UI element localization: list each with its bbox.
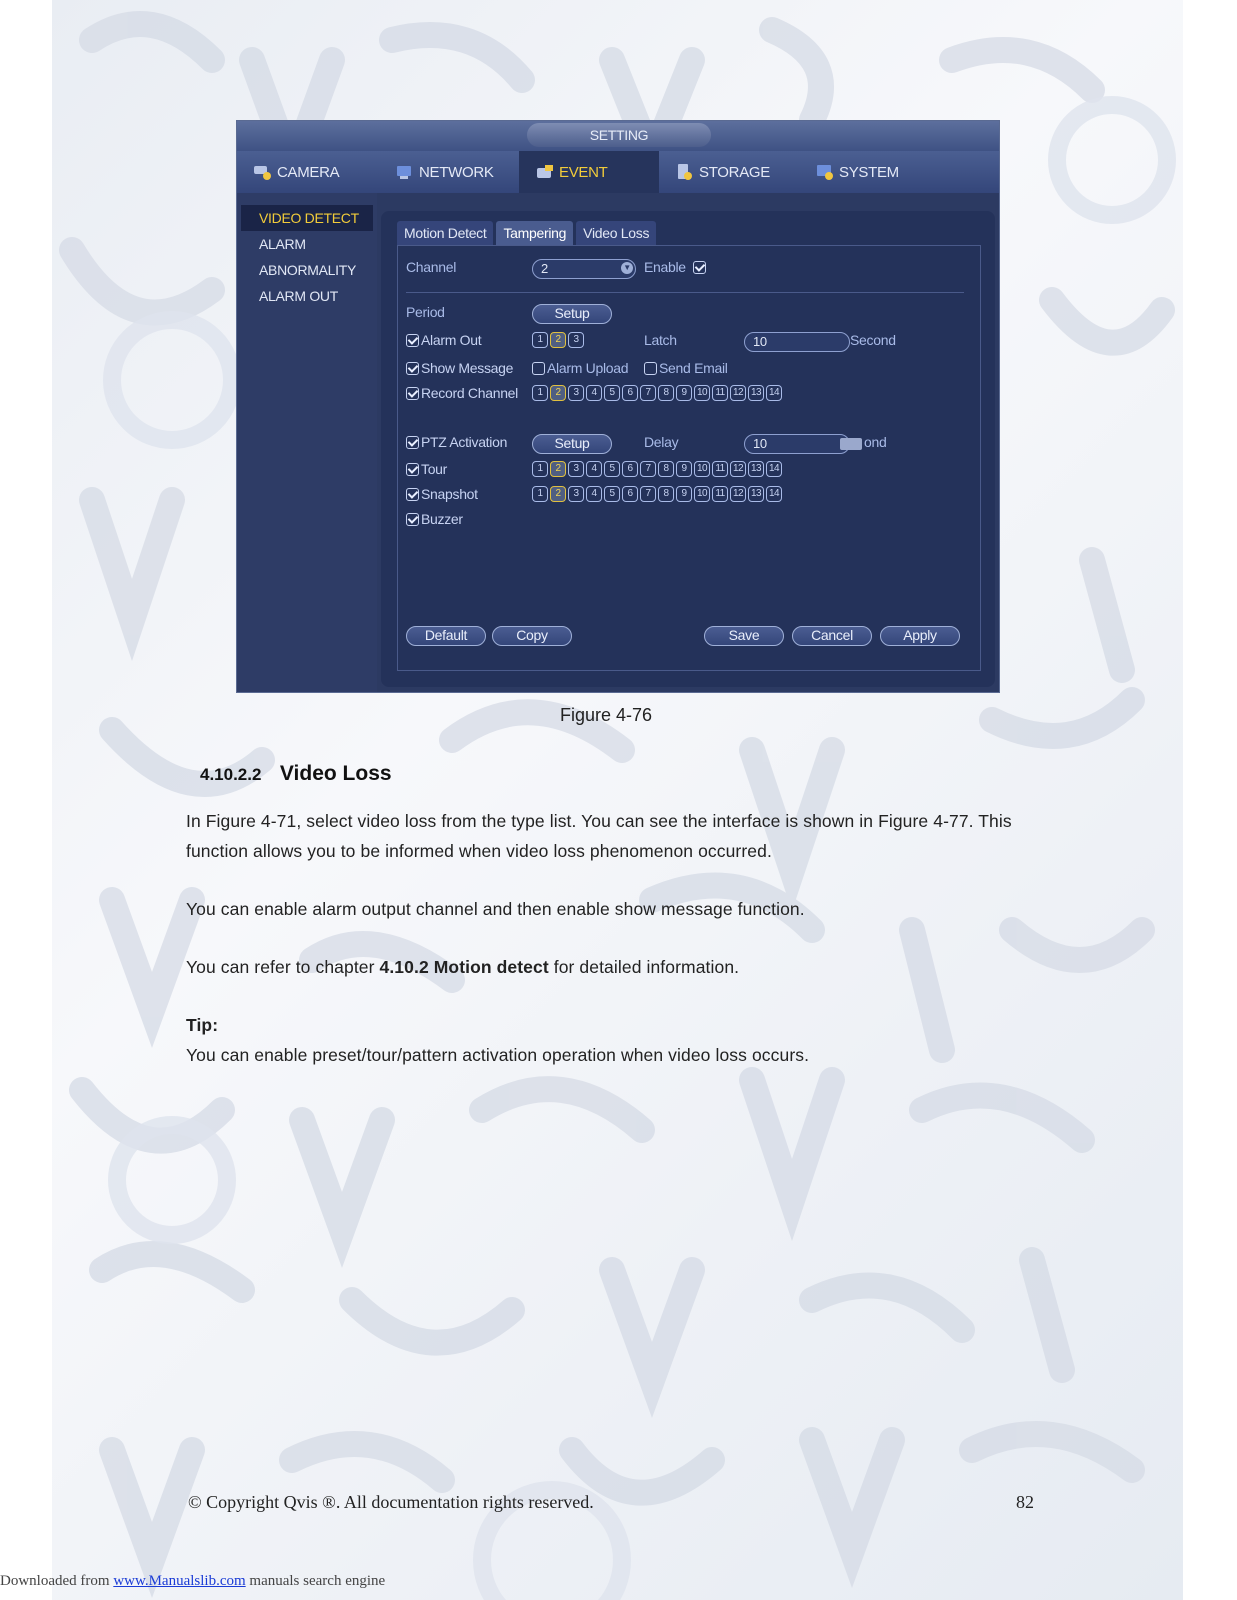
divider (406, 292, 964, 293)
channel-toggle-5[interactable]: 5 (604, 461, 620, 477)
default-button[interactable]: Default (406, 626, 486, 646)
enable-checkbox[interactable] (693, 261, 706, 274)
channel-toggle-14[interactable]: 14 (766, 385, 782, 401)
system-icon (815, 163, 835, 181)
latch-input[interactable]: 10 (744, 332, 850, 352)
channel-toggle-8[interactable]: 8 (658, 486, 674, 502)
tab-storage[interactable] (659, 151, 799, 193)
tab-system-label: SYSTEM (839, 163, 899, 181)
storage-icon (675, 163, 695, 181)
snapshot-checkbox[interactable] (406, 488, 419, 501)
tab-camera[interactable] (237, 151, 379, 193)
event-icon (535, 163, 555, 181)
channel-toggle-8[interactable]: 8 (658, 385, 674, 401)
channel-toggle-3[interactable]: 3 (568, 332, 584, 348)
ptz-activation-checkbox[interactable] (406, 436, 419, 449)
tab-system[interactable] (799, 151, 939, 193)
chevron-down-icon: ▼ (621, 262, 633, 274)
channel-toggle-9[interactable]: 9 (676, 385, 692, 401)
channel-toggle-13[interactable]: 13 (748, 461, 764, 477)
channel-toggle-9[interactable]: 9 (676, 461, 692, 477)
channel-toggle-4[interactable]: 4 (586, 486, 602, 502)
tip-block (186, 1010, 1046, 1070)
delay-label: Delay (644, 434, 679, 450)
channel-value: 2 (541, 261, 548, 276)
sidebar-item-alarm-out[interactable]: ALARM OUT (259, 288, 338, 304)
send-email-row (644, 360, 728, 376)
snapshot-label: Snapshot (421, 486, 478, 502)
subtab-tampering[interactable]: Tampering (496, 221, 573, 245)
buzzer-row (406, 511, 463, 527)
tab-network[interactable] (379, 151, 519, 193)
period-label: Period (406, 304, 445, 320)
tampering-form (397, 245, 981, 671)
dvr-setting-screenshot (236, 120, 1000, 693)
network-icon (395, 163, 415, 181)
tour-channels (532, 461, 784, 477)
refer-text-start: You can refer to chapter (186, 957, 380, 977)
sidebar-item-abnormality[interactable]: ABNORMALITY (259, 262, 357, 278)
ptz-activation-row (406, 434, 507, 450)
window-title: SETTING (527, 123, 711, 147)
channel-toggle-3[interactable]: 3 (568, 486, 584, 502)
tab-network-label: NETWORK (419, 163, 494, 181)
record-channels (532, 385, 784, 401)
channel-toggle-7[interactable]: 7 (640, 461, 656, 477)
camera-icon (253, 163, 273, 181)
tab-storage-label: STORAGE (699, 163, 770, 181)
channel-toggle-6[interactable]: 6 (622, 486, 638, 502)
channel-toggle-1[interactable]: 1 (532, 461, 548, 477)
tour-row (406, 461, 447, 477)
channel-toggle-8[interactable]: 8 (658, 461, 674, 477)
delay-input[interactable]: 10 (744, 434, 850, 454)
channel-toggle-6[interactable]: 6 (622, 461, 638, 477)
channel-toggle-1[interactable]: 1 (532, 332, 548, 348)
channel-toggle-11[interactable]: 11 (712, 461, 728, 477)
tab-camera-label: CAMERA (277, 163, 340, 181)
latch-label: Latch (644, 332, 677, 348)
channel-toggle-2[interactable]: 2 (550, 461, 566, 477)
event-sidebar (237, 193, 377, 692)
refer-text-end: for detailed information. (548, 957, 740, 977)
channel-toggle-4[interactable]: 4 (586, 385, 602, 401)
figure-caption: Figure 4-76 (560, 705, 653, 725)
alarm-upload-row (532, 360, 628, 376)
delay-unit: ond (864, 434, 887, 450)
channel-toggle-12[interactable]: 12 (730, 385, 746, 401)
tour-label: Tour (421, 461, 448, 477)
copyright-footer: © Copyright Qvis ®. All documentation rights reserved. (188, 1492, 594, 1512)
tour-checkbox[interactable] (406, 463, 419, 476)
channel-toggle-13[interactable]: 13 (748, 486, 764, 502)
snapshot-channels (532, 486, 784, 502)
record-channel-row (406, 385, 518, 401)
page-number: 82 (1016, 1492, 1034, 1512)
tip-text: You can enable preset/tour/pattern activation operation when video loss occurs. (186, 1045, 810, 1065)
manualslib-link[interactable]: www.Manualslib.com (113, 1573, 246, 1589)
channel-toggle-14[interactable]: 14 (766, 486, 782, 502)
subtab-video-loss[interactable]: Video Loss (576, 221, 656, 245)
alarm-out-label: Alarm Out (421, 332, 482, 348)
settings-panel (381, 211, 995, 687)
show-message-checkbox[interactable] (406, 362, 419, 375)
channel-toggle-10[interactable]: 10 (694, 486, 710, 502)
alarm-out-row (406, 332, 481, 348)
section-heading (200, 762, 392, 786)
period-setup-button[interactable]: Setup (532, 304, 612, 324)
show-message-row (406, 360, 513, 376)
paragraph-refer (186, 952, 1046, 982)
alarm-out-channels (532, 332, 586, 348)
latch-unit: Second (850, 332, 896, 348)
save-button[interactable]: Save (704, 626, 784, 646)
channel-toggle-11[interactable]: 11 (712, 385, 728, 401)
send-email-label: Send Email (659, 360, 728, 376)
record-channel-label: Record Channel (421, 385, 518, 401)
sidebar-item-alarm[interactable]: ALARM (259, 236, 306, 252)
section-number: 4.10.2.2 (200, 765, 262, 784)
channel-toggle-7[interactable]: 7 (640, 385, 656, 401)
channel-toggle-5[interactable]: 5 (604, 385, 620, 401)
apply-button[interactable]: Apply (880, 626, 960, 646)
channel-toggle-5[interactable]: 5 (604, 486, 620, 502)
detect-subtabs (397, 221, 659, 245)
tab-event-label: EVENT (559, 163, 608, 181)
section-title: Video Loss (279, 762, 392, 785)
channel-select[interactable] (532, 259, 636, 279)
tab-event[interactable] (519, 151, 659, 193)
channel-toggle-10[interactable]: 10 (694, 385, 710, 401)
enable-label-text: Enable (644, 259, 686, 275)
snapshot-row (406, 486, 478, 502)
channel-toggle-3[interactable]: 3 (568, 385, 584, 401)
paragraph-intro: In Figure 4-71, select video loss from the type list. You can see the interface is shown in Figure 4-77. This function allows you to be informed when video loss phenomenon occurred. (186, 811, 1012, 861)
subtab-motion-detect[interactable]: Motion Detect (397, 221, 493, 245)
channel-toggle-11[interactable]: 11 (712, 486, 728, 502)
download-notice (0, 1573, 385, 1590)
chapter-reference: 4.10.2 Motion detect (379, 957, 549, 977)
buzzer-checkbox[interactable] (406, 513, 419, 526)
channel-toggle-2[interactable]: 2 (550, 332, 566, 348)
cancel-button[interactable]: Cancel (792, 626, 872, 646)
show-message-label: Show Message (421, 360, 514, 376)
channel-toggle-13[interactable]: 13 (748, 385, 764, 401)
channel-label: Channel (406, 259, 457, 275)
keyboard-icon[interactable] (840, 438, 862, 450)
record-channel-checkbox[interactable] (406, 387, 419, 400)
channel-toggle-3[interactable]: 3 (568, 461, 584, 477)
ptz-activation-label: PTZ Activation (421, 434, 508, 450)
channel-toggle-12[interactable]: 12 (730, 461, 746, 477)
enable-label (644, 259, 708, 275)
channel-toggle-14[interactable]: 14 (766, 461, 782, 477)
alarm-out-checkbox[interactable] (406, 334, 419, 347)
channel-toggle-2[interactable]: 2 (550, 486, 566, 502)
sidebar-item-video-detect[interactable]: VIDEO DETECT (241, 205, 373, 231)
channel-toggle-2[interactable]: 2 (550, 385, 566, 401)
download-suffix: manuals search engine (245, 1573, 386, 1589)
channel-toggle-1[interactable]: 1 (532, 486, 548, 502)
download-prefix: Downloaded from (0, 1573, 114, 1589)
ptz-setup-button[interactable]: Setup (532, 434, 612, 454)
alarm-upload-label: Alarm Upload (547, 360, 629, 376)
tip-label: Tip: (186, 1015, 219, 1035)
channel-toggle-9[interactable]: 9 (676, 486, 692, 502)
title-bar (237, 121, 999, 151)
alarm-upload-checkbox[interactable] (532, 362, 545, 375)
copy-button[interactable]: Copy (492, 626, 572, 646)
buzzer-label: Buzzer (421, 511, 463, 527)
channel-toggle-1[interactable]: 1 (532, 385, 548, 401)
paragraph-enable: You can enable alarm output channel and then enable show message function. (186, 899, 805, 919)
send-email-checkbox[interactable] (644, 362, 657, 375)
main-tabs (237, 151, 999, 193)
channel-toggle-7[interactable]: 7 (640, 486, 656, 502)
channel-toggle-12[interactable]: 12 (730, 486, 746, 502)
channel-toggle-6[interactable]: 6 (622, 385, 638, 401)
channel-toggle-4[interactable]: 4 (586, 461, 602, 477)
channel-toggle-10[interactable]: 10 (694, 461, 710, 477)
